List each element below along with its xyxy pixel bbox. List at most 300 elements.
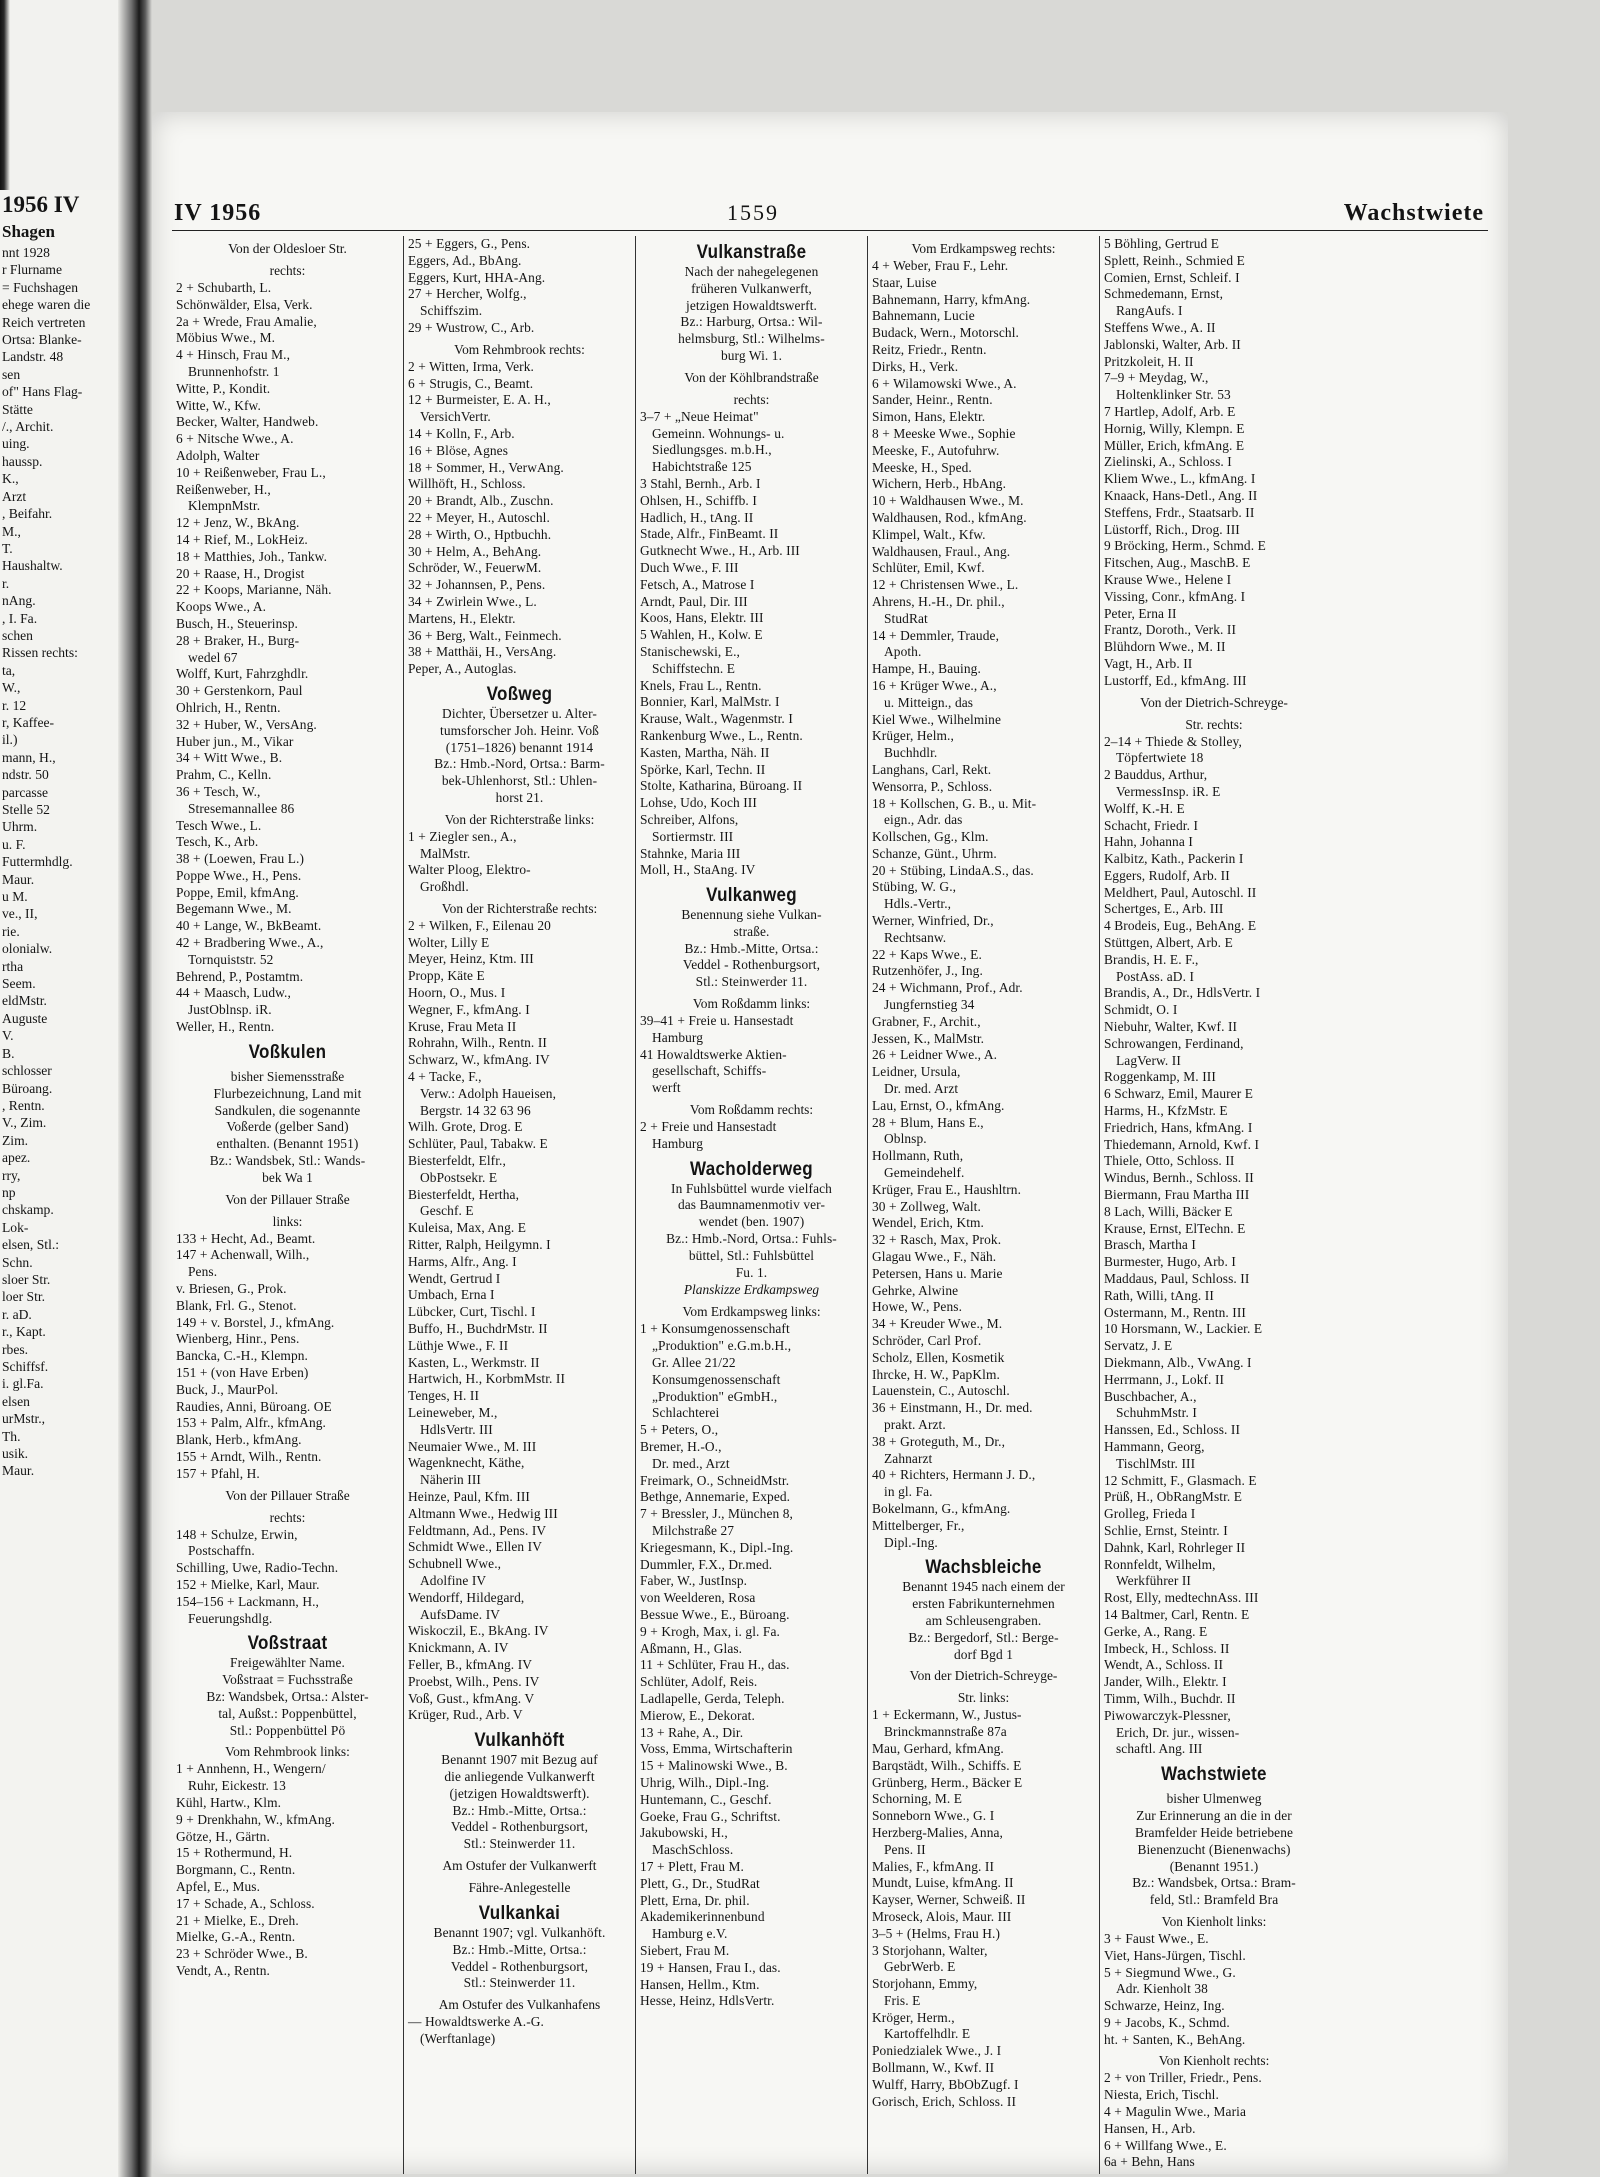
previous-page-line: mann, H., (2, 749, 56, 765)
directory-entry: Zahnarzt (884, 1450, 933, 1466)
previous-page-text (0, 190, 118, 1480)
directory-entry: Malies, F., kfmAng. II (872, 1858, 995, 1874)
directory-entry: Wensorra, P., Schloss. (872, 778, 993, 794)
directory-entry: Schmedemann, Ernst, (1104, 286, 1224, 302)
directory-entry: Stl.: Steinwerder 11. (463, 1836, 576, 1852)
directory-entry: Bz.: Hmb.-Mitte, Ortsa.: (684, 940, 819, 956)
previous-page-line: Futtermhdlg. (2, 854, 73, 870)
directory-entry: Bremer, H.-O., (640, 1439, 722, 1455)
directory-entry: büttel, Stl.: Fuhlsbüttel (688, 1247, 815, 1263)
directory-entry: Bz.: Hmb.-Mitte, Ortsa.: (452, 1802, 587, 1818)
previous-page-line: Stätte (2, 401, 33, 417)
directory-entry: Schiffstechn. E (652, 660, 736, 676)
directory-entry: Poniedzialek Wwe., J. I (872, 2043, 1002, 2059)
directory-entry: Schacht, Friedr. I (1104, 817, 1199, 833)
directory-entry: Niesta, Erich, Tischl. (1104, 2087, 1219, 2103)
directory-entry: Vendt, A., Rentn. (176, 1962, 270, 1978)
previous-page-line: ta, (2, 662, 16, 678)
previous-page-line: sloer Str. (2, 1271, 51, 1287)
directory-entry: 18 + Kollschen, G. B., u. Mit- (872, 795, 1037, 811)
directory-entry: v. Briesen, G., Prok. (176, 1281, 287, 1297)
directory-entry: Jander, Wilh., Elektr. I (1104, 1674, 1227, 1690)
directory-entry: 30 + Zollweg, Walt. (872, 1198, 981, 1214)
directory-entry: 7 + Bressler, J., München 8, (640, 1506, 793, 1522)
directory-entry: Reißenweber, H., (176, 481, 271, 497)
directory-entry: 12 + Christensen Wwe., L. (872, 577, 1019, 593)
directory-entry: VersichVertr. (420, 409, 491, 425)
previous-page-line: Arzt (2, 488, 27, 504)
directory-entry: bek Wa 1 (262, 1169, 313, 1185)
directory-entry: 15 + Malinowski Wwe., B. (640, 1758, 788, 1774)
directory-entry: Siebert, Frau M. (640, 1942, 730, 1958)
directory-entry: in gl. Fa. (884, 1484, 933, 1500)
directory-entry: 38 + Groteguth, M., Dr., (872, 1433, 1006, 1449)
directory-entry: Lauenstein, C., Autoschl. (872, 1383, 1010, 1399)
section-direction: Str. rechts: (1185, 716, 1243, 732)
directory-entry: Poppe, Emil, kfmAng. (176, 884, 299, 900)
directory-entry: 154–156 + Lackmann, H., (176, 1593, 319, 1609)
directory-entry: 6 + Strugis, C., Beamt. (408, 375, 534, 391)
directory-entry: Frantz, Doroth., Verk. II (1104, 622, 1237, 638)
directory-entry: Prahm, C., Kelln. (176, 767, 272, 783)
directory-entry: Bollmann, W., Kwf. II (872, 2060, 995, 2076)
directory-entry: Ostermann, M., Rentn. III (1104, 1304, 1246, 1320)
directory-entry: Stade, Alfr., FinBeamt. II (640, 526, 779, 542)
previous-page-line: chskamp. (2, 1202, 54, 1218)
directory-entry: Hartwich, H., KorbmMstr. II (408, 1371, 566, 1387)
directory-entry: 2 + Witten, Irma, Verk. (408, 358, 534, 374)
directory-entry: Simon, Hans, Elektr. (872, 409, 986, 425)
directory-entry: 12 + Jenz, W., BkAng. (176, 515, 300, 531)
directory-entry: am Schleusengraben. (925, 1612, 1042, 1628)
directory-entry: Schertges, E., Arb. III (1104, 901, 1224, 917)
directory-entry: Barqstädt, Wilh., Schiffs. E (872, 1757, 1022, 1773)
directory-entry: 149 + v. Borstel, J., kfmAng. (176, 1314, 335, 1330)
directory-entry: Rohrahn, Wilh., Rentn. II (408, 1035, 547, 1051)
directory-entry: 8 + Meeske Wwe., Sophie (872, 425, 1016, 441)
previous-page-line: r. aD. (2, 1306, 32, 1322)
directory-entry: Ladlapelle, Gerda, Teleph. (640, 1690, 785, 1706)
directory-entry: 42 + Bradbering Wwe., A., (176, 935, 324, 951)
directory-entry: JustOblnsp. iR. (188, 1002, 272, 1018)
directory-entry: Ihrcke, H. W., PapKlm. (872, 1366, 1000, 1382)
directory-entry: Voßerde (gelber Sand) (226, 1119, 349, 1135)
directory-entry: Sonneborn Wwe., G. I (872, 1808, 995, 1824)
directory-entry: helmsburg, Stl.: Wilhelms- (678, 331, 825, 347)
directory-entry: Habichtstraße 125 (652, 459, 752, 475)
directory-entry: MalMstr. (420, 845, 471, 861)
directory-entry: Tesch, K., Arb. (176, 834, 259, 850)
directory-entry: RangAufs. I (1116, 303, 1183, 319)
directory-entry: Kayser, Werner, Schweiß. II (872, 1892, 1026, 1908)
directory-entry: 41 Howaldtswerke Aktien- (640, 1046, 787, 1062)
directory-entry: Bz: Wandsbek, Ortsa.: Alster- (206, 1688, 369, 1704)
section-direction: Vom Erdkampsweg links: (682, 1304, 821, 1320)
directory-entry: Werkführer II (1116, 1573, 1191, 1589)
directory-entry: Kuleisa, Max, Ang. E (408, 1220, 527, 1236)
directory-entry: Rechtsanw. (884, 929, 947, 945)
directory-entry: Lustorff, Ed., kfmAng. III (1104, 672, 1247, 688)
book-gutter (118, 0, 152, 2177)
directory-entry: 27 + Hercher, Wolfg., (408, 286, 527, 302)
directory-entry: 6 + Nitsche Wwe., A. (176, 431, 294, 447)
directory-entry: 18 + Matthies, Joh., Tankw. (176, 548, 328, 564)
directory-entry: 19 + Hansen, Frau I., das. (640, 1959, 781, 1975)
directory-entry: 8 Lach, Willi, Bäcker E (1104, 1203, 1233, 1219)
directory-entry: Schwarze, Heinz, Ing. (1104, 1998, 1225, 2014)
directory-entry: Scholz, Ellen, Kosmetik (872, 1349, 1005, 1365)
directory-entry: Zielinski, A., Schloss. I (1104, 454, 1232, 470)
directory-entry: 20 + Stübing, LindaA.S., das. (872, 862, 1034, 878)
directory-entry: LagVerw. II (1116, 1052, 1181, 1068)
directory-entry: Moll, H., StaAng. IV (640, 862, 756, 878)
directory-entry: 14 + Rief, M., LokHeiz. (176, 531, 308, 547)
directory-entry: Bergstr. 14 32 63 96 (420, 1102, 531, 1118)
directory-entry: 13 + Rahe, A., Dir. (640, 1724, 744, 1740)
directory-entry: Spörke, Karl, Techn. II (640, 761, 766, 777)
directory-entry: Bahnemann, Lucie (872, 308, 975, 324)
section-direction: Von der Richterstraße links: (444, 811, 595, 827)
directory-entry: Schröder, W., FeuerwM. (408, 560, 542, 576)
directory-entry: 2 + Schubarth, L. (176, 280, 272, 295)
previous-page-line: Ortsa: Blanke- (2, 332, 82, 348)
directory-entry: Lübcker, Curt, Tischl. I (408, 1304, 536, 1320)
directory-entry: VermessInsp. iR. E (1116, 783, 1221, 799)
directory-entry: Krause, Walt., Wagenmstr. I (640, 711, 793, 727)
directory-entry: Meeske, H., Sped. (872, 459, 972, 475)
directory-entry: 10 + Waldhausen Wwe., M. (872, 493, 1024, 509)
directory-entry: 5 + Peters, O., (640, 1422, 719, 1438)
directory-entry: werft (652, 1080, 681, 1096)
previous-page-line: Büroang. (2, 1080, 53, 1096)
previous-page-line: r Flurname (2, 262, 63, 278)
previous-page-line: , I. Fa. (2, 610, 38, 626)
directory-entry: dorf Bgd 1 (953, 1646, 1014, 1662)
column-5 (1100, 236, 1328, 2174)
directory-entry: bek-Uhlenhorst, Stl.: Uhlen- (441, 773, 598, 789)
directory-entry: Bonnier, Karl, MalMstr. I (640, 694, 780, 710)
directory-entry: Hamburg (652, 1135, 704, 1151)
directory-entry: Wegner, F., kfmAng. I (408, 1001, 530, 1017)
directory-entry: KlempnMstr. (188, 498, 261, 514)
directory-entry: Jablonski, Walter, Arb. II (1104, 336, 1241, 352)
directory-entry: Kruse, Frau Meta II (408, 1018, 517, 1034)
directory-entry: Meyer, Heinz, Ktm. III (408, 951, 534, 967)
street-heading: Vulkanhöft (474, 1728, 565, 1751)
directory-entry: 21 + Mielke, E., Dreh. (176, 1912, 299, 1928)
directory-entry: Knickmann, A. IV (408, 1640, 509, 1656)
directory-entry: 5 Böhling, Gertrud E (1104, 236, 1220, 251)
directory-entry: Apfel, E., Mus. (176, 1878, 261, 1894)
directory-entry: Eggers, Ad., BbAng. (408, 252, 522, 268)
directory-entry: Plett, G., Dr., StudRat (640, 1875, 760, 1891)
previous-page-line: schen (2, 627, 33, 643)
previous-page-line: Seem. (2, 976, 36, 992)
directory-entry: 34 + Witt Wwe., B. (176, 750, 283, 766)
directory-entry: Pens. II (884, 1841, 926, 1857)
directory-entry: 148 + Schulze, Erwin, (176, 1526, 298, 1542)
directory-entry: 3–5 + (Helms, Frau H.) (872, 1925, 1001, 1941)
directory-entry: — Howaldtswerke A.-G. (408, 2014, 544, 2030)
directory-entry: Stahnke, Maria III (640, 845, 741, 861)
directory-entry: wedel 67 (188, 649, 238, 665)
directory-entry: Wagenknecht, Käthe, (408, 1455, 525, 1471)
directory-entry: von Weelderen, Rosa (640, 1590, 756, 1606)
directory-entry: Wulff, Harry, BbObZugf. I (872, 2076, 1019, 2092)
directory-entry: Maddaus, Paul, Schloss. II (1104, 1271, 1250, 1287)
directory-entry: Witte, P., Kondit. (176, 380, 271, 396)
directory-entry: Steffens, Frdr., Staatsarb. II (1104, 504, 1255, 520)
directory-entry: Sandkulen, die sogenannte (214, 1102, 361, 1118)
previous-page-line: V. (2, 1028, 14, 1044)
directory-entry: Mundt, Luise, kfmAng. II (872, 1875, 1014, 1891)
directory-entry: Gorisch, Erich, Schloss. II (872, 2093, 1017, 2109)
directory-entry: 22 + Koops, Marianne, Näh. (176, 582, 332, 598)
directory-entry: Milchstraße 27 (652, 1523, 735, 1538)
directory-entry: Hamburg (652, 1029, 704, 1045)
directory-entry: Werner, Winfried, Dr., (872, 913, 994, 929)
directory-entry: 39–41 + Freie u. Hansestadt (640, 1013, 794, 1029)
directory-entry: Martens, H., Elektr. (408, 610, 516, 626)
previous-page-line: r., Kapt. (2, 1324, 46, 1340)
directory-entry: Glagau Wwe., F., Näh. (872, 1249, 997, 1265)
street-heading: Wachsbleiche (925, 1555, 1042, 1578)
directory-entry: Krüger, Helm., (872, 728, 954, 744)
directory-entry: Kröger, Herm., (872, 2009, 955, 2025)
directory-entry: Gerke, A., Rang. E (1104, 1623, 1208, 1639)
directory-entry: Grünberg, Herm., Bäcker E (872, 1774, 1023, 1790)
directory-entry: Niebuhr, Walter, Kwf. II (1104, 1019, 1238, 1035)
directory-entry: Duch Wwe., F. III (640, 559, 739, 575)
directory-entry: Hahn, Johanna I (1104, 834, 1193, 850)
directory-entry: Schlüter, Adolf, Reis. (640, 1674, 758, 1690)
directory-entry: Dr. med. Arzt (884, 1081, 959, 1097)
directory-entry: die anliegende Vulkanwerft (444, 1768, 595, 1784)
directory-entry: Servatz, J. E (1104, 1338, 1173, 1354)
directory-entry: Blank, Herb., kfmAng. (176, 1432, 302, 1448)
directory-entry: Lau, Ernst, O., kfmAng. (872, 1097, 1005, 1113)
directory-entry: Ohlrich, H., Rentn. (176, 699, 281, 715)
section-direction: Von Kienholt links: (1161, 1913, 1267, 1929)
directory-entry: Bz.: Wandsbek, Stl.: Wands- (209, 1153, 366, 1169)
directory-entry: ObPostsekr. E (420, 1169, 498, 1185)
directory-entry: 26 + Leidner Wwe., A. (872, 1047, 998, 1063)
directory-entry: 1 + Annhenn, H., Wengern/ (176, 1761, 326, 1777)
directory-entry: Krüger, Frau E., Haushltrn. (872, 1181, 1022, 1197)
directory-entry: Grolleg, Frieda I (1104, 1506, 1196, 1522)
street-heading: Wachstwiete (1161, 1762, 1267, 1785)
previous-page-line: Stelle 52 (2, 802, 50, 817)
directory-entry: Jessen, K., MalMstr. (872, 1030, 985, 1046)
directory-entry: TischlMstr. III (1116, 1455, 1196, 1471)
previous-page-line: rbes. (2, 1341, 29, 1357)
directory-entry: 5 Wahlen, H., Kolw. E (640, 627, 763, 643)
directory-entry: 32 + Rasch, Max, Prok. (872, 1232, 1002, 1248)
directory-entry: Propp, Käte E (408, 968, 485, 984)
directory-entry: 153 + Palm, Alfr., kfmAng. (176, 1415, 327, 1431)
directory-entry: MaschSchloss. (652, 1842, 734, 1858)
directory-entry: 6 Schwarz, Emil, Maurer E (1104, 1086, 1254, 1102)
directory-entry: Budack, Wern., Motorschl. (872, 325, 1019, 341)
directory-entry: Piwowarczyk-Plessner, (1104, 1707, 1231, 1723)
directory-entry: Hornig, Willy, Klempn. E (1104, 420, 1245, 436)
directory-entry: 157 + Pfahl, H. (176, 1465, 260, 1481)
street-heading: Wacholderweg (690, 1157, 813, 1180)
directory-entry: Busch, H., Steuerinsp. (176, 615, 298, 631)
previous-page-line: T. (2, 540, 13, 556)
previous-page-line: Uhrm. (2, 819, 38, 835)
directory-entry: Näherin III (420, 1472, 481, 1488)
previous-page-line: ve., II, (2, 906, 38, 922)
previous-page-line: uing. (2, 436, 30, 452)
directory-entry: Huntemann, C., Geschf. (640, 1791, 772, 1807)
directory-entry: Weller, H., Rentn. (176, 1019, 275, 1035)
directory-entry: Fu. 1. (735, 1264, 768, 1280)
directory-entry: Zur Erinnerung an die in der (1136, 1808, 1292, 1824)
previous-page-line: il.) (2, 732, 18, 748)
directory-entry: Feuerungshdlg. (188, 1610, 273, 1626)
directory-entry: Hoorn, O., Mus. I (408, 985, 506, 1001)
directory-entry: Hesse, Heinz, HdlsVertr. (640, 1993, 775, 2009)
directory-entry: 28 + Braker, H., Burg- (176, 632, 300, 648)
directory-entry: Siedlungsges. m.b.H., (652, 442, 772, 458)
directory-entry: Müller, Erich, kfmAng. E (1104, 437, 1245, 453)
directory-entry: Raudies, Anni, Büroang. OE (176, 1398, 332, 1414)
directory-entry: Koos, Hans, Elektr. III (640, 610, 764, 626)
directory-entry: Apoth. (884, 644, 922, 660)
directory-entry: Mittelberger, Fr., (872, 1517, 965, 1533)
directory-entry: Mau, Gerhard, kfmAng. (872, 1740, 1004, 1756)
previous-page-line: rry, (2, 1167, 21, 1183)
directory-entry: 32 + Johannsen, P., Pens. (408, 577, 546, 593)
directory-entry: Kiel Wwe., Wilhelmine (872, 711, 1001, 727)
directory-entry: 5 + Siegmund Wwe., G. (1104, 1964, 1236, 1980)
directory-entry: Brandis, A., Dr., HdlsVertr. I (1104, 985, 1261, 1001)
directory-entry: Lüstorff, Rich., Drog. III (1104, 521, 1240, 537)
directory-entry: Eggers, Rudolf, Arb. II (1104, 867, 1230, 883)
previous-page-line: parcasse (2, 784, 49, 800)
directory-entry: 30 + Helm, A., BehAng. (408, 543, 542, 559)
directory-entry: Harms, H., KfzMstr. E (1104, 1103, 1228, 1119)
directory-entry: Mielke, G.-A., Rentn. (176, 1929, 296, 1945)
directory-entry: Bz.: Harburg, Ortsa.: Wil- (680, 314, 823, 330)
directory-entry: Knels, Frau L., Rentn. (640, 677, 762, 693)
previous-page-line: Th. (2, 1428, 21, 1444)
directory-entry: 2a + Wrede, Frau Amalie, (176, 313, 317, 329)
directory-entry: Stübing, W. G., (872, 879, 957, 895)
directory-entry: wendet (ben. 1907) (698, 1214, 805, 1230)
directory-entry: 4 + Magulin Wwe., Maria (1104, 2104, 1246, 2120)
section-direction: links: (272, 1213, 303, 1229)
directory-entry: 1 + Ziegler sen., A., (408, 828, 517, 844)
page-number: 1559 (727, 200, 779, 225)
previous-page-line: Haushaltw. (2, 558, 63, 574)
directory-entry: Verw.: Adolph Haueisen, (420, 1085, 557, 1101)
column-1 (172, 236, 404, 2174)
directory-entry: 11 + Schlüter, Frau H., das. (640, 1657, 790, 1673)
directory-entry: Burmester, Hugo, Arb. I (1104, 1254, 1236, 1270)
previous-page-line: rtha (2, 958, 24, 974)
directory-entry: Lohse, Udo, Koch III (640, 795, 757, 811)
directory-entry: SchuhmMstr. I (1116, 1405, 1197, 1421)
directory-entry: Buschbacher, A., (1104, 1388, 1197, 1404)
previous-page-line: olonialw. (2, 941, 53, 957)
directory-entry: Staar, Luise (872, 274, 937, 290)
directory-entry: Dahnk, Karl, Rohrleger II (1104, 1539, 1246, 1555)
directory-entry: Wienberg, Hinr., Pens. (176, 1331, 300, 1347)
previous-page-line: Reich vertreten (2, 314, 86, 330)
directory-entry: Kalbitz, Kath., Packerin I (1104, 851, 1244, 867)
directory-entry: 34 + Kreuder Wwe., M. (872, 1316, 1003, 1332)
directory-entry: Waldhausen, Fraul., Ang. (872, 543, 1011, 559)
directory-entry: Pritzkoleit, H. II (1104, 353, 1194, 369)
directory-entry: 38 + Matthäi, H., VersAng. (408, 644, 557, 660)
previous-page-line: r. (2, 575, 10, 591)
directory-entry: Schorning, M. E (872, 1791, 963, 1807)
directory-entry: Schanze, Günt., Uhrm. (872, 845, 997, 861)
directory-entry: 25 + Eggers, G., Pens. (408, 236, 531, 251)
directory-entry: Tenges, H. II (408, 1388, 480, 1404)
directory-entry: u. Mitteign., das (884, 694, 974, 710)
directory-entry: Hansen, Hellm., Ktm. (640, 1976, 760, 1992)
directory-entry: Kollschen, Gg., Klm. (872, 829, 989, 845)
directory-entry: Brinckmannstraße 87a (884, 1724, 1007, 1740)
directory-entry: tumsforscher Joh. Heinr. Voß (440, 722, 599, 738)
directory-entry: eign., Adr. das (884, 812, 963, 828)
directory-entry: Hansen, H., Arb. (1104, 2120, 1196, 2136)
section-direction: Vom Roßdamm links: (692, 996, 811, 1012)
directory-entry: Heinze, Paul, Kfm. III (408, 1488, 530, 1504)
previous-page-line: r, Kaffee- (2, 714, 55, 730)
directory-entry: Wolff, Kurt, Fahrzghdlr. (176, 666, 309, 682)
directory-entry: Borgmann, C., Rentn. (176, 1862, 296, 1878)
directory-entry: Viet, Hans-Jürgen, Tischl. (1104, 1947, 1246, 1963)
directory-entry: PostAss. aD. I (1116, 968, 1195, 984)
directory-entry: 44 + Maasch, Ludw., (176, 985, 291, 1001)
directory-entry: (jetzigen Howaldtswerft). (449, 1785, 590, 1801)
directory-entry: 36 + Tesch, W., (176, 783, 261, 799)
directory-entry: HdlsVertr. III (420, 1421, 493, 1437)
previous-page-line: , Beifahr. (2, 506, 53, 522)
directory-entry: Bz.: Bergedorf, Stl.: Berge- (908, 1629, 1059, 1645)
directory-entry: Hampe, H., Bauing. (872, 661, 981, 677)
directory-entry: Wiskoczil, E., BkAng. IV (408, 1623, 549, 1639)
previous-page-line: W., (2, 680, 21, 696)
directory-entry: ht. + Santen, K., BehAng. (1104, 2031, 1246, 2047)
directory-entry: das Baumnamenmotiv ver- (677, 1197, 826, 1213)
directory-entry: Fitschen, Aug., MaschB. E (1104, 555, 1251, 571)
directory-entry: Bahnemann, Harry, kfmAng. (872, 291, 1031, 307)
directory-entry: 1 + Konsumgenossenschaft (640, 1321, 790, 1337)
directory-entry: Brandis, H. E. F., (1104, 951, 1199, 967)
directory-entry: 34 + Zwirlein Wwe., L. (408, 593, 537, 609)
previous-page-line: Maur. (2, 871, 35, 887)
directory-entry: Grabner, F., Archit., (872, 1013, 981, 1029)
directory-entry: Dirks, H., Verk. (872, 358, 959, 374)
directory-entry: Wendel, Erich, Ktm. (872, 1215, 985, 1231)
directory-entry: (Benannt 1951.) (1169, 1858, 1259, 1874)
directory-entry: 14 + Kolln, F., Arb. (408, 425, 515, 441)
directory-entry: Kartoffelhdlr. E (884, 2026, 971, 2042)
directory-entry: Splett, Reinh., Schmied E (1104, 252, 1245, 268)
directory-entry: Veddel - Rothenburgsort, (450, 1958, 589, 1974)
directory-entry: Mierow, E., Dekorat. (640, 1707, 755, 1723)
previous-page-line: elsen (2, 1393, 30, 1409)
directory-entry: In Fuhlsbüttel wurde vielfach (671, 1180, 832, 1196)
directory-entry: Stl.: Steinwerder 11. (463, 1975, 576, 1991)
directory-entry: Eggers, Kurt, HHA-Ang. (408, 269, 546, 285)
directory-entry: straße. (733, 923, 770, 939)
